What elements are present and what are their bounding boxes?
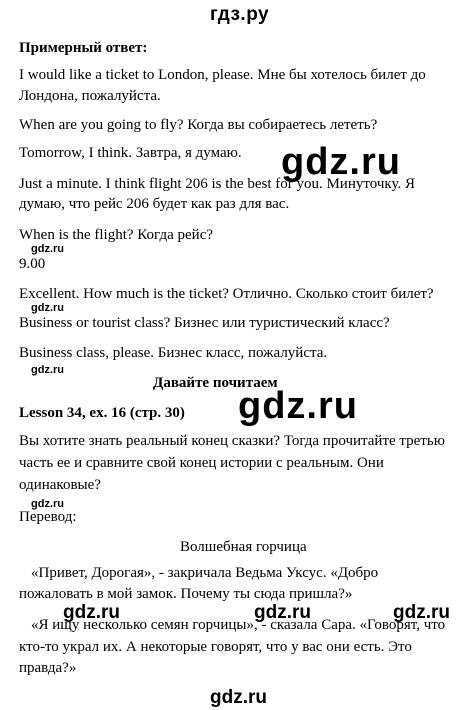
watermark-small: gdz.ru xyxy=(31,498,64,510)
answer-line: Just a minute. I think flight 206 is the best for you. Минуточку. Я xyxy=(19,176,415,192)
answer-line: Business class, please. Бизнес класс, пожалуйста. xyxy=(19,345,328,361)
answer-line: Лондона, пожалуйста. xyxy=(19,88,161,104)
watermark-big: gdz.ru xyxy=(281,141,401,183)
answer-line: When are you going to fly? Когда вы собираетесь лететь? xyxy=(19,117,378,133)
watermark-mid: gdz.ru xyxy=(63,602,120,623)
watermark-small: gdz.ru xyxy=(31,302,64,314)
answer-line: When is the flight? Когда рейс? xyxy=(19,227,214,243)
watermark-small: gdz.ru xyxy=(31,364,64,376)
task-line: одинаковые? xyxy=(19,477,101,493)
answer-heading: Примерный ответ: xyxy=(19,40,148,56)
watermark-mid: gdz.ru xyxy=(393,602,450,623)
task-line: Вы хотите знать реальный конец сказки? Тогда прочитайте третью xyxy=(19,433,445,449)
answer-line: Business or tourist class? Бизнес или туристический класс? xyxy=(19,315,390,331)
task-line: часть ее и сравните свой конец истории с реальным. Они xyxy=(19,455,384,471)
answer-line: Excellent. How much is the ticket? Отлично. Сколько стоит билет? xyxy=(19,286,434,302)
story-line: правда?» xyxy=(19,660,77,676)
story-title: Волшебная горчица xyxy=(180,539,307,555)
answer-line: думаю, что рейс 206 будет как раз для вас. xyxy=(19,196,290,212)
watermark-mid: gdz.ru xyxy=(254,602,311,623)
story-line: пожаловать в мой замок. Почему ты сюда пришла?» xyxy=(19,586,353,602)
story-line: «Привет, Дорогая», - закричала Ведьма Уксус. «Добро xyxy=(31,565,379,581)
lesson-heading: Lesson 34, ex. 16 (стр. 30) xyxy=(19,405,185,421)
section-title: Давайте почитаем xyxy=(153,375,278,391)
answer-line: 9.00 xyxy=(19,256,46,272)
answer-line: I would like a ticket to London, please. Мне бы хотелось билет до xyxy=(19,67,426,83)
watermark-small: gdz.ru xyxy=(31,243,64,255)
site-header: гдз.ру xyxy=(210,4,270,25)
story-line: кто-то украл их. А некоторые говорят, что у вас они есть. Это xyxy=(19,639,412,655)
watermark-big: gdz.ru xyxy=(238,385,358,427)
watermark-bottom: gdz.ru xyxy=(210,687,267,708)
translation-label: Перевод: xyxy=(19,509,77,525)
story-line: «Я ищу несколько семян горчицы», - сказала Сара. «Говорят, что xyxy=(31,617,446,633)
answer-line: Tomorrow, I think. Завтра, я думаю. xyxy=(19,145,242,161)
